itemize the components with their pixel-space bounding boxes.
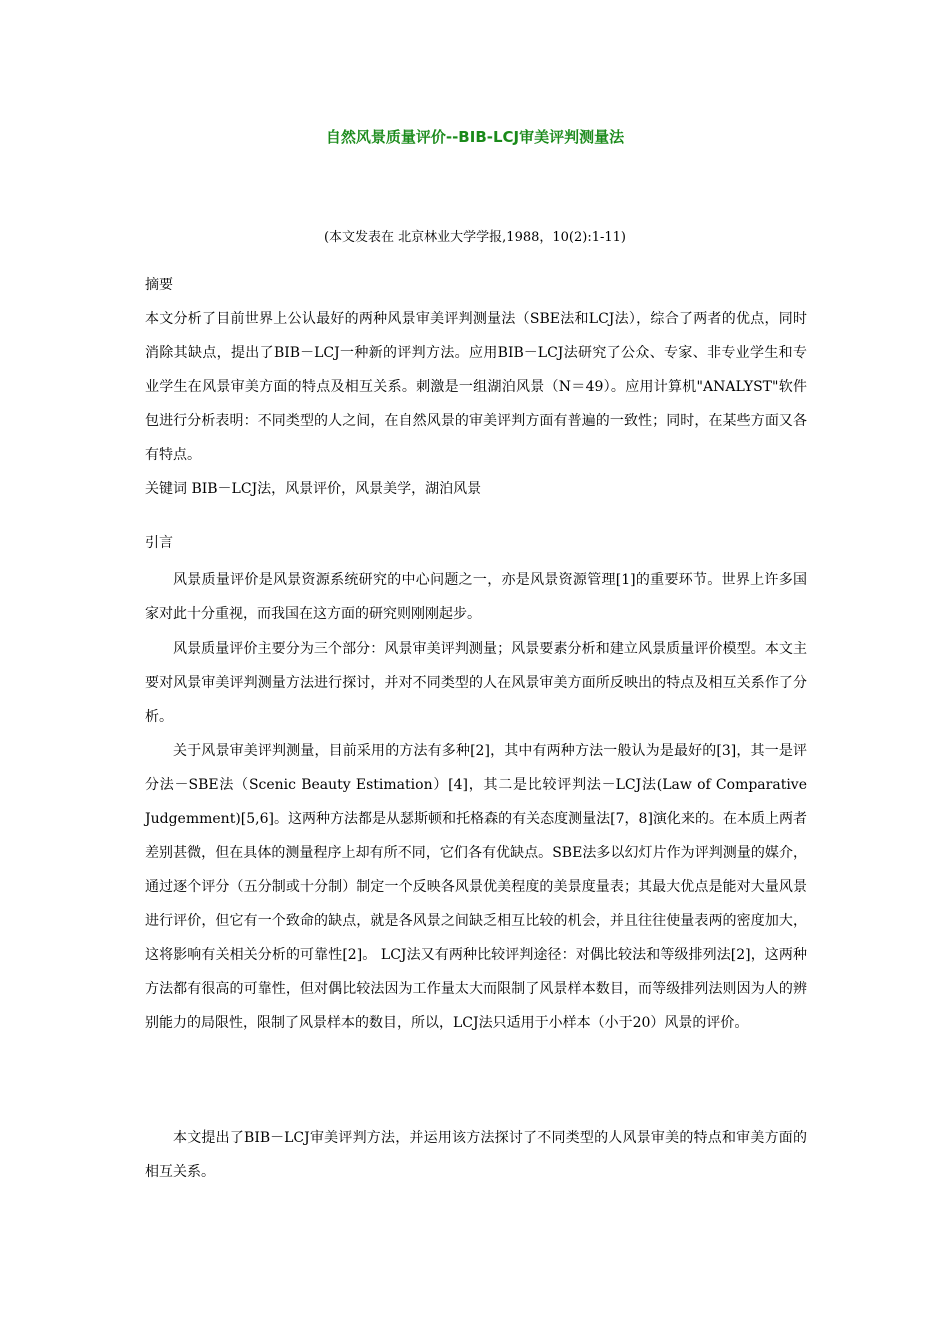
article-title: 自然风景质量评价--BIB-LCJ审美评判测量法 [325,128,625,146]
abstract-heading: 摘要 [145,277,173,293]
publication-source: (本文发表在 北京林业大学学报,1988，10(2):1-11) [323,230,627,245]
intro-paragraph-3: 关于风景审美评判测量，目前采用的方法有多种[2]，其中有两种方法一般认为是最好的[3]，其一是评分法－SBE法（Scenic Beauty Estimation）[4]，其二是比较评判法－LCJ法(Law of Comparative Judgemment)[5,6]。这两种方法都是从瑟斯顿和托格森的有关态度测量法[7，8]演化来的。在本质上两者差别甚微，但在具体的测量程序上却有所不同，它们各有优缺点。SBE法多以幻灯片作为评判测量的媒介，通过逐个评分（五分制或十分制）制定一个反映各风景优美程度的美景度量表；其最大优点是能对大量风景进行评价，但它有一个致命的缺点，就是各风景之间缺乏相互比较的机会，并且往往使量表两的密度加大，这将影响有关相关分析的可靠性[2]。 LCJ法又有两种比较评判途径：对偶比较法和等级排列法[2]，这两种方法都有很高的可靠性，但对偶比较法因为工作量太大而限制了风景样本数目，而等级排列法则因为人的辨别能力的局限性，限制了风景样本的数目，所以，LCJ法只适用于小样本（小于20）风景的评价。 [145,743,807,1031]
abstract-text: 本文分析了目前世界上公认最好的两种风景审美评判测量法（SBE法和LCJ法），综合了两者的优点，同时消除其缺点，提出了BIB－LCJ一种新的评判方法。应用BIB－LCJ法研究了公众、专家、非专业学生和专业学生在风景审美方面的特点及相互关系。刺激是一组湖泊风景（N＝49）。应用计算机"ANALYST"软件包进行分析表明：不同类型的人之间，在自然风景的审美评判方面有普遍的一致性；同时，在某些方面又各有特点。 [145,311,807,463]
intro-paragraph-2: 风景质量评价主要分为三个部分：风景审美评判测量；风景要素分析和建立风景质量评价模型。本文主要对风景审美评判测量方法进行探讨，并对不同类型的人在风景审美方面所反映出的特点及相互关系作了分析。 [145,641,807,725]
intro-paragraph-1: 风景质量评价是风景资源系统研究的中心问题之一，亦是风景资源管理[1]的重要环节。世界上许多国家对此十分重视，而我国在这方面的研究则刚刚起步。 [145,572,807,622]
intro-paragraph-4: 本文提出了BIB－LCJ审美评判方法，并运用该方法探讨了不同类型的人风景审美的特点和审美方面的相互关系。 [145,1130,807,1180]
keywords-line: 关键词 BIB－LCJ法，风景评价，风景美学，湖泊风景 [145,481,482,497]
intro-heading: 引言 [145,535,173,551]
